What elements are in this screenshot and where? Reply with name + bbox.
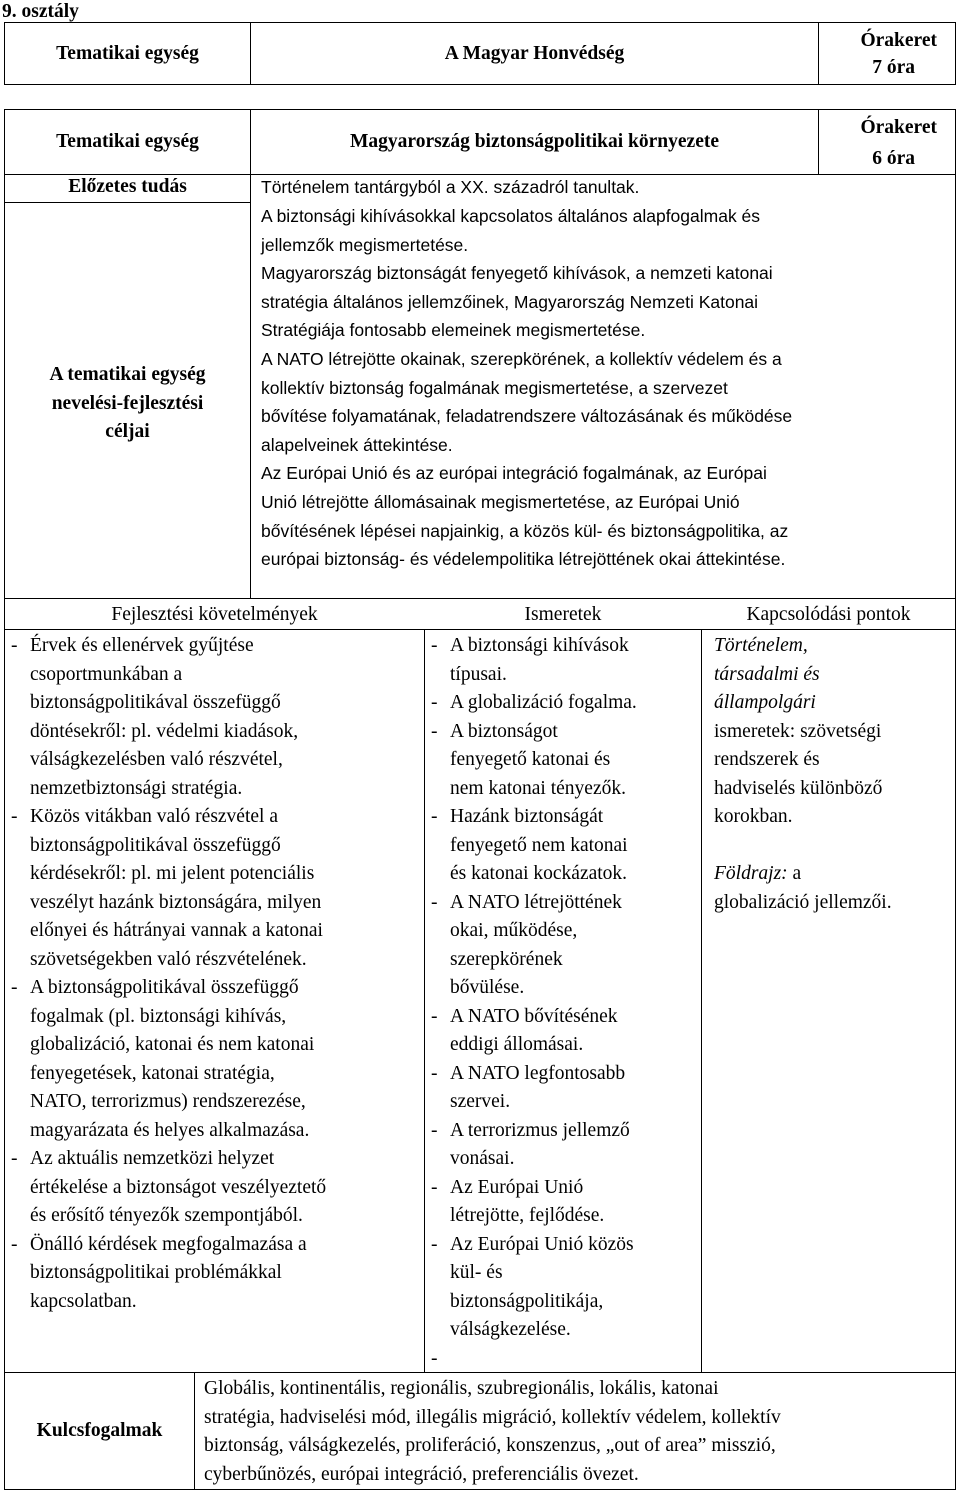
knowledge-header: Ismeretek	[524, 604, 602, 625]
list-item: - A NATO legfontosabb szervei.	[431, 1062, 626, 1112]
list-item: - A globalizáció fogalma.	[431, 692, 637, 713]
list-item: -	[431, 1347, 438, 1369]
requirements-header: Fejlesztési követelmények	[111, 604, 318, 625]
knowledge-list	[428, 632, 700, 1373]
connection-history-text: ismeretek: szövetségi rendszerek és hadviselés különböző korokban.	[714, 720, 883, 827]
connection-geography: Földrajz: a globalizáció jellemzői.	[714, 863, 892, 913]
prior-knowledge-label: Előzetes tudás	[68, 176, 187, 197]
unit1-label: Tematikai egység	[56, 43, 199, 64]
goals-text	[261, 202, 951, 574]
list-item: - A biztonságpolitikával összefüggő fogalmak (pl. biztonsági kihívás, globalizáció, katonai és nem katonai fenyegetések, katonai stratégia, NATO, terrorizmus) rendszerezése, magyarázata és helyes alkalmazása.	[11, 977, 315, 1141]
unit1-hours-label: Órakeret	[860, 30, 937, 51]
unit2-hours: 6 óra	[872, 148, 915, 169]
connections-text	[714, 632, 954, 917]
goals-paragraph: Magyarország biztonságát fenyegető kihívások, a nemzeti katonai stratégia általános jellemzőinek, Magyarország Nemzeti Katonai Stratégiája fontosabb elemeinek megismertetése.	[261, 263, 773, 341]
keywords-label: Kulcsfogalmak	[36, 1420, 163, 1441]
list-item: - A biztonságot fenyegető katonai és nem katonai tényezők.	[431, 720, 626, 799]
list-item: - A terrorizmus jellemző vonásai.	[431, 1119, 630, 1169]
goals-paragraph: Az Európai Unió és az európai integráció fogalmának, az Európai Unió létrejötte állomásainak megismertetése, az Európai Unió bővítésének lépései napjainkig, a közös kül- és biztonságpolitika, az európai biztonság- és védelempolitika létrejöttének okai áttekintése.	[261, 463, 789, 570]
prior-knowledge-text: Történelem tantárgyból a XX. századról tanultak.	[261, 177, 640, 197]
goals-paragraph: A biztonsági kihívásokkal kapcsolatos általános alapfogalmak és jellemzők megismertetése.	[261, 206, 761, 255]
list-item: - A NATO bővítésének eddigi állomásai.	[431, 1005, 618, 1055]
list-item: - Közös vitákban való részvétel a biztonságpolitikával összefüggő kérdésekről: pl. mi jelent potenciális veszélyt hazánk biztonságára, milyen előnyei és hátrányai vannak a katonai szövetségekben való részvételének.	[11, 806, 323, 970]
unit1-title: A Magyar Honvédség	[444, 43, 625, 64]
connection-history-subject: Történelem, társadalmi és állampolgári	[714, 635, 820, 713]
unit2-title: Magyarország biztonságpolitikai környezete	[349, 131, 719, 152]
list-item: - Az Európai Unió létrejötte, fejlődése.	[431, 1176, 605, 1226]
list-item: - Az aktuális nemzetközi helyzet értékelése a biztonságot veszélyeztető és erősítő tényezők szempontjából.	[11, 1148, 327, 1226]
list-item: - Hazánk biztonságát fenyegető nem katonai és katonai kockázatok.	[431, 806, 628, 884]
goals-label: A tematikai egység nevelési-fejlesztési céljai	[49, 364, 206, 442]
list-item: - Az Európai Unió közös kül- és biztonságpolitikája, válságkezelése.	[431, 1233, 634, 1340]
connections-header: Kapcsolódási pontok	[746, 604, 911, 625]
unit2-label: Tematikai egység	[56, 131, 199, 152]
unit2-hours-label: Órakeret	[860, 117, 937, 138]
list-item: - A biztonsági kihívások típusai.	[431, 635, 629, 685]
list-item: - A NATO létrejöttének okai, működése, szerepkörének bővülése.	[431, 891, 622, 998]
unit1-hours: 7 óra	[872, 57, 915, 78]
keywords-text: Globális, kontinentális, regionális, szubregionális, lokális, katonai stratégia, hadviselési mód, illegális migráció, kollektív védelem, kollektív biztonság, válságkezelés, proliferáció, konszenzus, „out of area” misszió, cyberbűnözés, európai integráció, preferenciális övezet.	[204, 1378, 781, 1485]
goals-paragraph: A NATO létrejötte okainak, szerepkörének, a kollektív védelem és a kollektív biztonság fogalmának megismertetése, a szervezet bővítése folyamatának, feladatrendszere változásának és működése alapelveinek áttekintése.	[261, 348, 793, 455]
page-label: 9. osztály	[2, 1, 79, 22]
list-item: - Önálló kérdések megfogalmazása a biztonságpolitikai problémákkal kapcsolatban.	[11, 1233, 307, 1312]
requirements-list	[8, 632, 422, 1316]
list-item: - Érvek és ellenérvek gyűjtése csoportmunkában a biztonságpolitikával összefüggő döntésekről: pl. védelmi kiadások, válságkezelésben való részvétel, nemzetbiztonsági stratégia.	[11, 635, 299, 799]
